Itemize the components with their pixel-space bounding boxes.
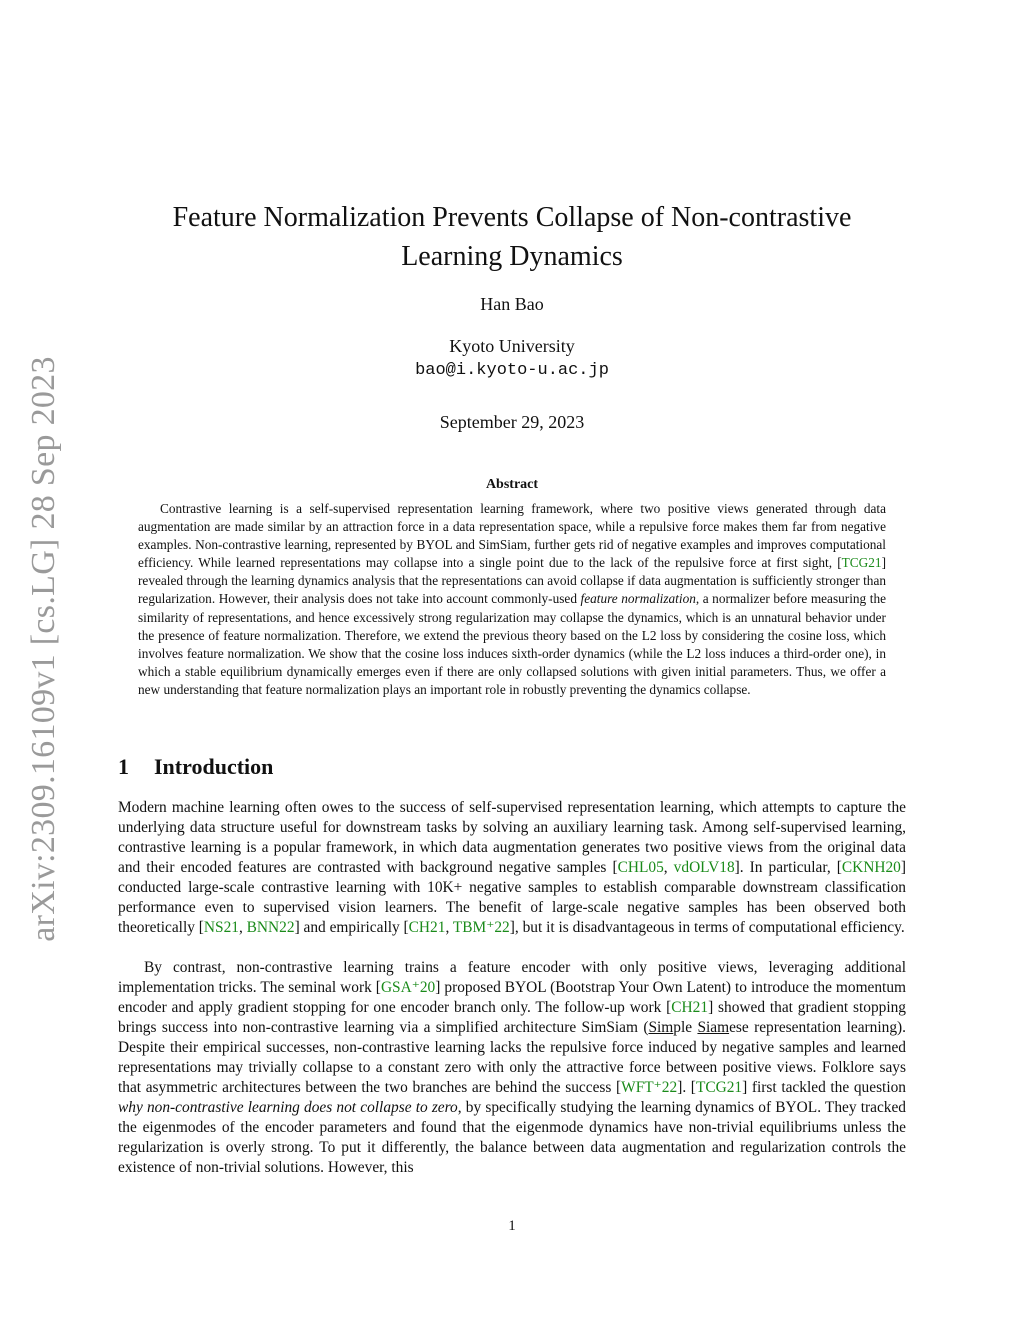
intro-paragraph-1 — [118, 798, 906, 938]
underlined-term: Siam — [697, 1019, 730, 1036]
section-title: Introduction — [154, 754, 274, 779]
paragraph-text: ] proposed BYOL (Bootstrap Your Own Latent) to introduce the momentum encoder and apply gradient stopping for one encoder branch only. The follow-up work [ — [118, 979, 907, 1016]
paragraph-text: ple — [673, 1019, 698, 1036]
abstract-text: ] revealed through the learning dynamics analysis that the representations can avoid collapse if data augmentation is sufficiently stronger than regularization. However, their analysis does not take into account commonly-used — [138, 555, 886, 607]
paper-title: Feature Normalization Prevents Collapse of Non-contrastive Learning Dynamics — [172, 202, 852, 272]
citation-link[interactable]: WFT⁺22 — [621, 1079, 678, 1096]
author-email: bao@i.kyoto-u.ac.jp — [415, 361, 609, 380]
author-affiliation: Kyoto University — [449, 336, 575, 356]
paragraph-text: Modern machine learning often owes to the success of self-supervised representation learning, which attempts to capture the underlying data structure useful for downstream tasks by solving an auxiliary learning task. Among self-supervised learning, contrastive learning is a popular framework, in which data augmentation generates two positive views from the original data and their encoded features are contrasted with background negative samples [ — [118, 799, 906, 876]
abstract-text: Contrastive learning is a self-supervised representation learning framework, where two positive views generated through data augmentation are made similar by an attraction force in a data representation space, while a repulsive force makes them far from negative examples. Non-contrastive learning, represented by BYOL and SimSiam, further gets rid of negative examples and improves computational efficiency. While learned representations may collapse into a single point due to the lack of the repulsive force at first sight, [ — [138, 501, 886, 571]
citation-link[interactable]: TBM⁺22 — [452, 919, 510, 936]
paragraph-text: ] first tackled the question — [742, 1079, 907, 1096]
abstract-body — [138, 500, 886, 699]
paragraph-text: ]. In particular, [ — [734, 859, 842, 876]
paragraph-text: ], but it is disadvantageous in terms of computational efficiency. — [509, 919, 905, 936]
author-name: Han Bao — [480, 294, 544, 314]
citation-link[interactable]: vdOLV18 — [673, 859, 735, 876]
citation-link[interactable]: CHL05 — [617, 859, 664, 876]
page-number: 1 — [508, 1218, 516, 1234]
paragraph-text: ] and empirically [ — [294, 919, 409, 936]
citation-link[interactable]: NS21 — [203, 919, 239, 936]
paragraph-text: ] showed that gradient stopping brings success into non-contrastive learning via a simplified architecture SimSiam ( — [118, 999, 907, 1036]
abstract-text: , a normalizer before measuring the similarity of representations, and hence excessively strong regularization may collapse the dynamics, which is an unnatural behavior under the presence of feature normalization. Therefore, we extend the previous theory based on the L2 loss by considering the cosine loss, which involves feature normalization. We show that the cosine loss induces sixth-order dynamics (while the L2 loss induces a third-order one), in which a stable equilibrium dynamically emerges even if there are only collapsed solutions with given initial parameters. Thus, we offer a new understanding that feature normalization plays an important role in robustly preventing the dynamics collapse. — [138, 591, 886, 697]
paragraph-text: , — [663, 859, 674, 876]
paragraph-text: ] conducted large-scale contrastive learning with 10K+ negative samples to establish comparable downstream classification performance even to supervised vision learners. The benefit of large-scale negative samples has been observed both theoretically [ — [118, 859, 907, 936]
paragraph-emphasis: why non-contrastive learning does not collapse to zero — [118, 1099, 458, 1116]
paragraph-text: ese representation learning). Despite their empirical successes, non-contrastive learning lacks the repulsive force induced by negative samples and learned representations may trivially collapse to a constant zero with only the attractive force between positive views. Folklore says that asymmetric architectures between the two branches are behind the success [ — [118, 1019, 906, 1096]
section-number: 1 — [118, 754, 129, 779]
section-heading-introduction — [118, 754, 273, 780]
citation-link[interactable]: CH21 — [671, 999, 709, 1016]
publication-date: September 29, 2023 — [439, 412, 585, 432]
citation-link[interactable]: CKNH20 — [841, 859, 901, 876]
citation-link[interactable]: GSA⁺20 — [380, 979, 436, 996]
citation-link[interactable]: TCG21 — [695, 1079, 743, 1096]
paragraph-text: ]. [ — [677, 1079, 696, 1096]
arxiv-watermark: arXiv:2309.16109v1 [cs.LG] 28 Sep 2023 — [25, 356, 62, 942]
paragraph-text: , — [238, 919, 247, 936]
citation-link[interactable]: TCG21 — [841, 555, 882, 571]
citation-link[interactable]: CH21 — [408, 919, 446, 936]
citation-link[interactable]: BNN22 — [246, 919, 295, 936]
intro-paragraph-2 — [118, 958, 906, 1178]
paragraph-text: , by specifically studying the learning dynamics of BYOL. They tracked the eigenmodes of the encoder parameters and found that the eigenmode dynamics have non-trivial equilibriums unless the regularization is overly strong. To put it differently, the balance between data augmentation and regularization controls the existence of non-trivial solutions. However, this — [118, 1099, 906, 1176]
paragraph-text: By contrast, non-contrastive learning trains a feature encoder with only positive views, leveraging additional implementation tricks. The seminal work [ — [118, 959, 906, 996]
abstract-emphasis: feature normalization — [580, 591, 696, 607]
abstract-heading: Abstract — [485, 477, 539, 492]
underlined-term: Sim — [648, 1019, 674, 1036]
paragraph-text: , — [445, 919, 453, 936]
